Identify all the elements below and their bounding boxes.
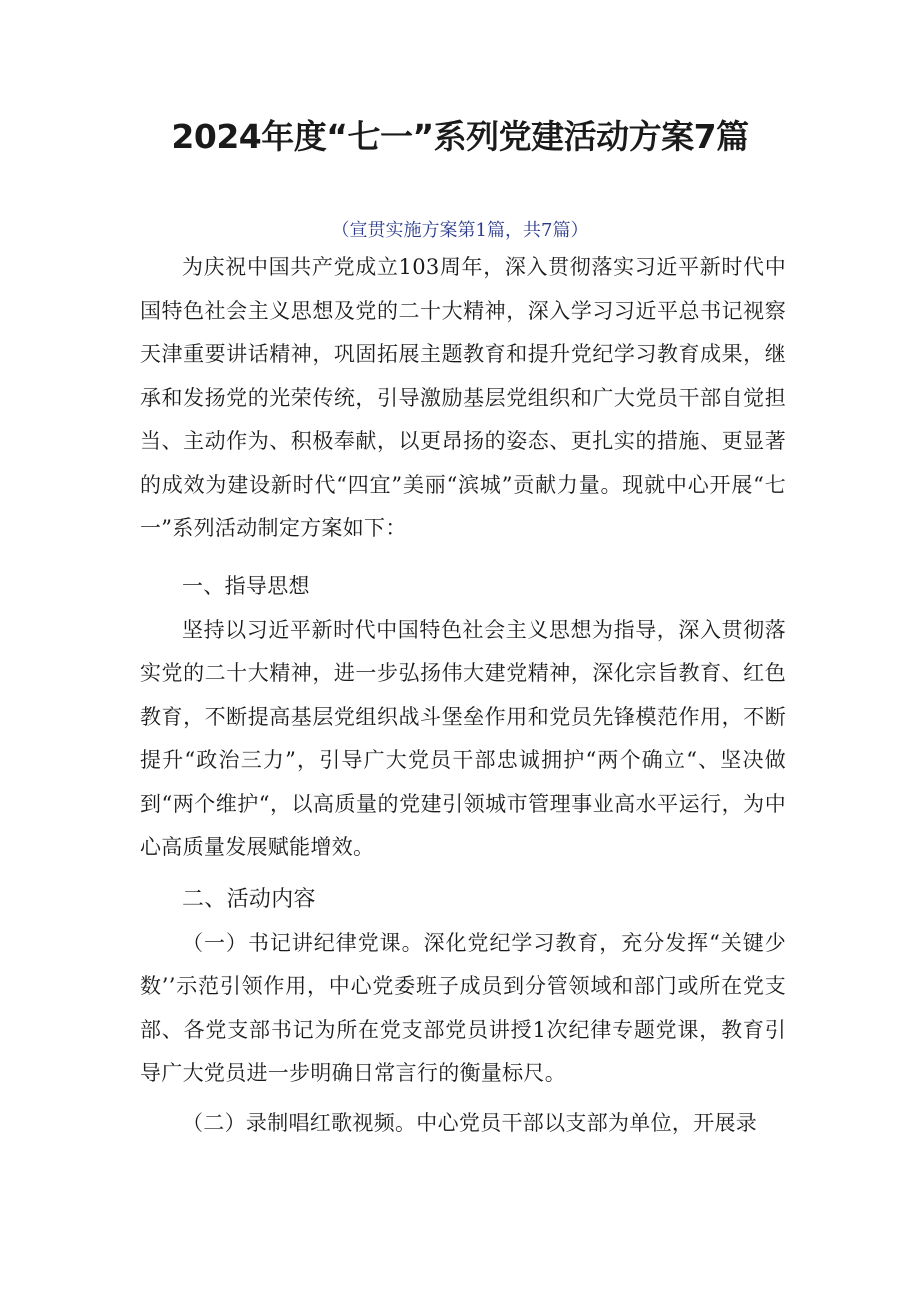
section-guiding-thought <box>140 565 786 870</box>
section-heading-guiding-thought: 一、指导思想 <box>182 574 310 598</box>
document-title: 2024年度“七一”系列党建活动方案7篇 <box>171 117 749 156</box>
document-subtitle: （宣贯实施方案第1篇，共7篇） <box>331 220 589 241</box>
activity-item-2-paragraph: （二）录制唱红歌视频。中心党员干部以支部为单位，开展录 <box>182 1110 758 1135</box>
guiding-thought-paragraph: 坚持以习近平新时代中国特色社会主义思想为指导，深入贯彻落实党的二十大精神，进一步弘扬伟大建党精神，深化宗旨教育、红色教育，不断提高基层党组织战斗堡垒作用和党员先锋模范作用，不断提升“政治三力”，引导广大党员干部忠诚拥护“两个确立“、坚决做到“两个维护“，以高质量的党建引领城市管理事业高水平运行，为中心高质量发展赋能增效。 <box>140 617 786 859</box>
section-heading-activity-content: 二、活动内容 <box>182 887 316 912</box>
document-body <box>140 246 786 551</box>
intro-paragraph: 为庆祝中国共产党成立103周年，深入贯彻落实习近平新时代中国特色社会主义思想及党的二十大精神，深入学习习近平总书记视察天津重要讲话精神，巩固拓展主题教育和提升党纪学习教育成果，继承和发扬党的光荣传统，引导激励基层党组织和广大党员干部自觉担当、主动作为、积极奉献，以更昂扬的姿态、更扎实的措施、更显著的成效为建设新时代“四宜”美丽“滨城”贡献力量。现就中心开展“七一”系列活动制定方案如下： <box>140 255 786 540</box>
section-activity-content <box>140 878 786 1145</box>
activity-item-1-paragraph: （一）书记讲纪律党课。深化党纪学习教育，充分发挥“关键少数’’示范引领作用，中心党委班子成员到分管领域和部门或所在党支部、各党支部书记为所在党支部党员讲授1次纪律专题党课，教育引导广大党员进一步明确日常言行的衡量标尺。 <box>140 930 786 1085</box>
